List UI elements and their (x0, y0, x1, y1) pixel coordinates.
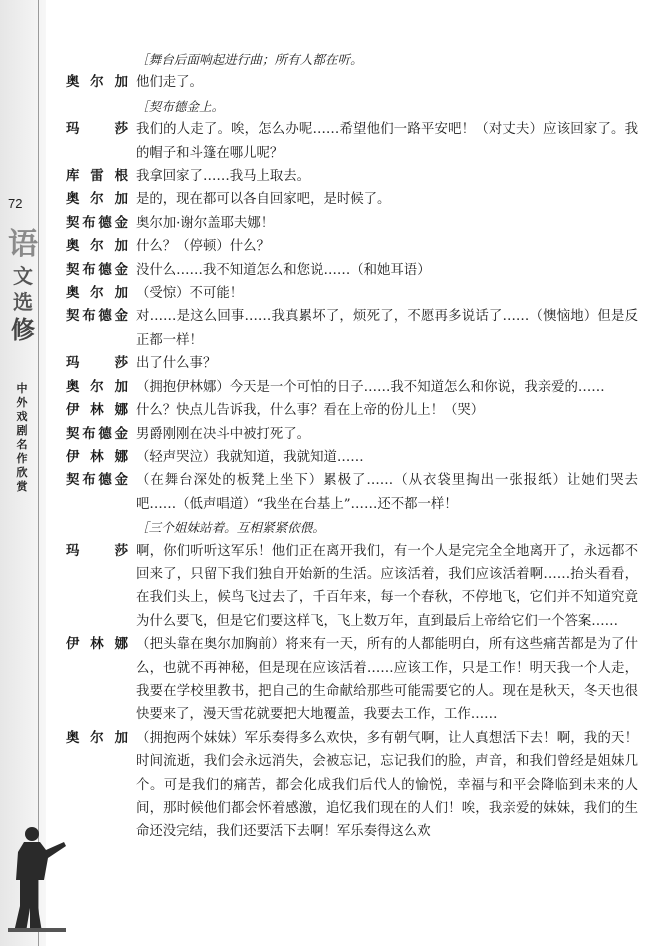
dialogue-text: 什么？（停顿）什么？ (136, 239, 270, 255)
script-line (66, 727, 638, 844)
script-line (66, 118, 638, 165)
dialogue-text: 奥尔加·谢尔盖耶夫娜！ (136, 215, 275, 231)
script-line (66, 71, 638, 94)
script-line (66, 95, 638, 118)
play-script (66, 48, 638, 844)
script-line (66, 516, 638, 539)
stage-direction: ［舞台后面响起进行曲；所有人都在听。 (136, 52, 363, 67)
speaker-name: 玛莎 (66, 356, 128, 372)
speaker-name: 奥尔加 (66, 286, 128, 302)
script-line (66, 165, 638, 188)
stage-direction: ［契布德金上。 (136, 98, 225, 114)
script-line (66, 282, 638, 305)
script-line (66, 540, 638, 634)
dialogue-text: 我拿回家了……我马上取去。 (136, 169, 311, 185)
speaker-name: 玛莎 (66, 543, 128, 559)
script-line (66, 305, 638, 352)
dialogue-text: 没什么……我不知道怎么和您说……（和她耳语） (136, 262, 431, 278)
dialogue-text: （轻声哭泣）我就知道，我就知道…… (136, 449, 364, 465)
script-line (66, 633, 638, 727)
speaker-name: 奥尔加 (66, 75, 128, 91)
book-title-char-3: 选 (13, 290, 33, 314)
dialogue-text: 我们的人走了。唉，怎么办呢……希望他们一路平安吧！（对丈夫）应该回家了。我的帽子和斗篷在哪儿呢？ (136, 122, 638, 161)
book-title-char-2: 文 (13, 264, 33, 288)
dialogue-text: （拥抱伊林娜）今天是一个可怕的日子……我不知道怎么和你说，我亲爱的…… (136, 379, 605, 395)
script-line (66, 469, 638, 516)
speaker-name: 库雷根 (66, 169, 128, 185)
script-line (66, 352, 638, 375)
speaker-name: 奥尔加 (66, 192, 128, 208)
speaker-name: 玛莎 (66, 122, 128, 138)
dialogue-text: 什么？快点儿告诉我，什么事？看在上帝的份儿上！（哭） (136, 403, 485, 419)
dialogue-text: （拥抱两个妹妹）军乐奏得多么欢快，多有朝气啊，让人真想活下去！啊，我的天！时间流逝，我们会永远消失，会被忘记，忘记我们的脸，声音，和我们曾经是姐妹几个。可是我们的痛苦，都会化成我们后代人的愉悦，幸福与和平会降临到未来的人间，那时候他们都会怀着感激，追忆我们现在的人们！唉，我亲爱的妹妹，我们的生命还没完结，我们还要活下去啊！军乐奏得这么欢 (136, 730, 638, 840)
statue-figure-icon (8, 820, 66, 932)
script-line (66, 376, 638, 399)
script-line (66, 259, 638, 282)
speaker-name: 伊林娜 (66, 449, 128, 465)
dialogue-text: 对……是这么回事……我真累坏了，烦死了，不愿再多说话了……（懊恼地）但是反正都一样！ (136, 309, 638, 348)
book-title-char-1: 语 (8, 227, 38, 262)
dialogue-text: 他们走了。 (136, 75, 203, 91)
script-line (66, 399, 638, 422)
script-line (66, 188, 638, 211)
script-line (66, 48, 638, 71)
dialogue-text: 是的，现在都可以各自回家吧，是时候了。 (136, 192, 391, 208)
book-title (8, 227, 38, 348)
speaker-name: 伊林娜 (66, 637, 128, 653)
dialogue-text: 男爵刚刚在决斗中被打死了。 (136, 426, 311, 442)
script-line (66, 423, 638, 446)
stage-direction: ［三个姐妹站着。互相紧紧依偎。 (136, 520, 325, 536)
book-title-char-4: 修 (11, 315, 35, 344)
dialogue-text: 出了什么事？ (136, 356, 217, 372)
speaker-name: 契布德金 (66, 426, 128, 442)
dialogue-text: （受惊）不可能！ (136, 286, 244, 302)
script-line (66, 235, 638, 258)
speaker-name: 契布德金 (66, 262, 128, 278)
speaker-name: 奥尔加 (66, 239, 128, 255)
speaker-name: 伊林娜 (66, 403, 128, 419)
speaker-name: 契布德金 (66, 473, 128, 489)
speaker-name: 契布德金 (66, 309, 128, 325)
speaker-name: 奥尔加 (66, 379, 128, 395)
page-number: 72 (8, 196, 23, 211)
dialogue-text: （在舞台深处的板凳上坐下）累极了……（从衣袋里掏出一张报纸）让她们哭去吧……（低声唱道）“我坐在台基上”……还不都一样！ (136, 473, 638, 512)
dialogue-text: 啊，你们听听这军乐！他们正在离开我们，有一个人是完完全全地离开了，永远都不回来了，只留下我们独自开始新的生活。应该活着，我们应该活着啊……抬头看看，在我们头上，候鸟飞过去了，千百年来，每一个春秋，不停地飞，它们并不知道究竟为什么要飞，但是它们要这样飞，飞上数万年，直到最后上帝给它们一个答案…… (136, 543, 638, 629)
script-line (66, 212, 638, 235)
dialogue-text: （把头靠在奥尔加胸前）将来有一天，所有的人都能明白，所有这些痛苦都是为了什么，也就不再神秘，但是现在应该活着……应该工作，只是工作！明天我一个人走，我要在学校里教书，把自己的生命献给那些可能需要它的人。现在是秋天，冬天也很快要来了，漫天雪花就要把大地覆盖，我要去工作，工作…… (136, 637, 638, 723)
margin-rule (38, 0, 39, 946)
speaker-name: 契布德金 (66, 215, 128, 231)
script-line (66, 446, 638, 469)
speaker-name: 奥尔加 (66, 730, 128, 746)
series-name: 中外戏剧名作欣赏 (16, 382, 28, 493)
